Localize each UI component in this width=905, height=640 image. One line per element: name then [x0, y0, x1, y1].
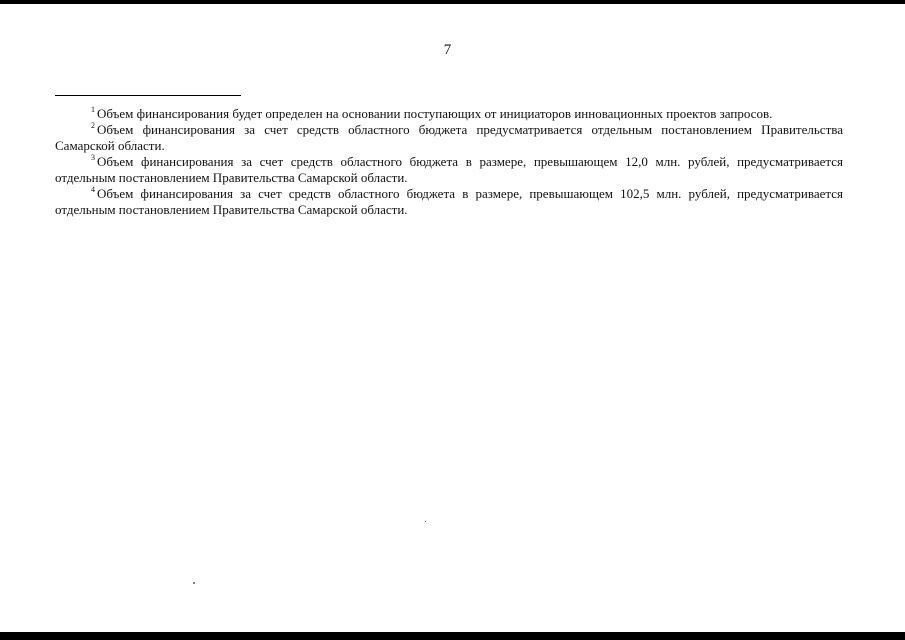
footnote-text: Объем финансирования за счет средств областного бюджета в размере, превышающем 12,0 млн. рублей, предусматривается отдельным постановлением Правительства Самарской области. — [55, 154, 843, 185]
footnote-marker: 4 — [91, 184, 95, 194]
footnote-separator — [55, 95, 241, 96]
page-number: 7 — [443, 42, 452, 58]
footnote-1 — [55, 106, 843, 122]
footnote-2 — [55, 122, 843, 154]
footnote-4 — [55, 186, 843, 218]
footnote-text: Объем финансирования за счет средств областного бюджета предусматривается отдельным постановлением Правительства Самарской области. — [55, 122, 843, 153]
scan-speck — [193, 582, 195, 584]
footnote-text: Объем финансирования за счет средств областного бюджета в размере, превышающем 102,5 млн. рублей, предусматривается отдельным постановлением Правительства Самарской области. — [55, 186, 843, 217]
scan-speck — [425, 521, 426, 522]
footnote-marker: 3 — [91, 152, 95, 162]
footnote-text: Объем финансирования будет определен на основании поступающих от инициаторов инновационных проектов запросов. — [97, 106, 773, 121]
footnotes — [55, 106, 843, 218]
scan-border-top — [0, 0, 905, 4]
footnote-3 — [55, 154, 843, 186]
scan-border-bottom — [0, 632, 905, 640]
footnote-marker: 2 — [91, 120, 95, 130]
footnote-marker: 1 — [91, 104, 95, 114]
